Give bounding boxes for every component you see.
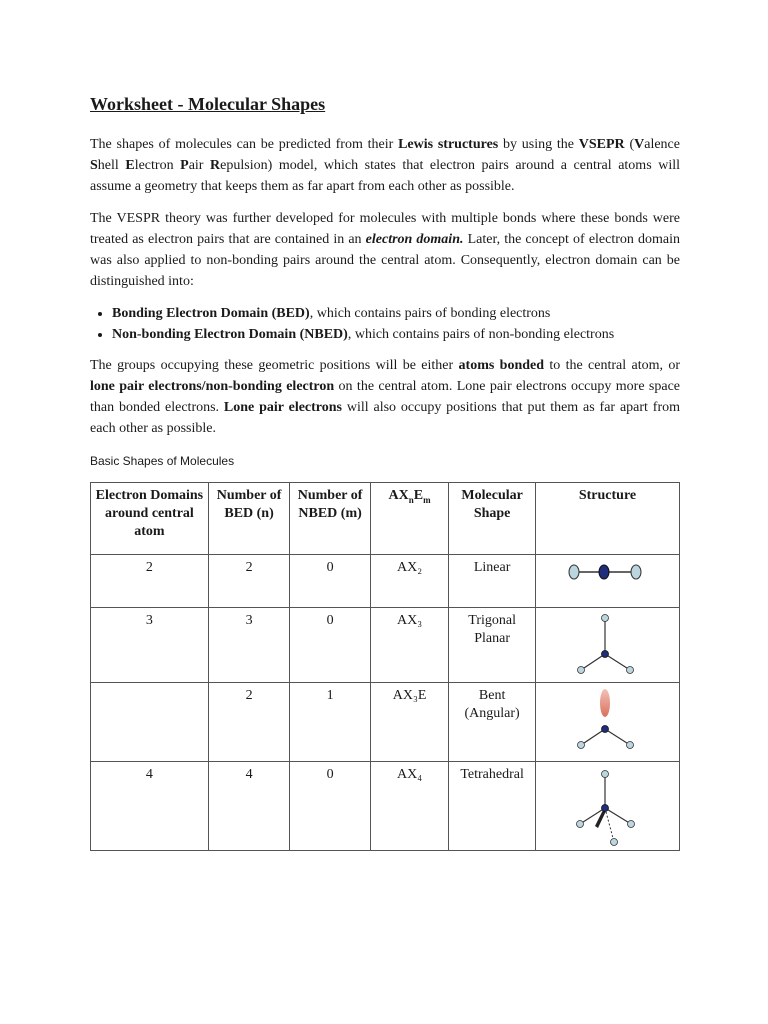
header-formula: $AX_nE_m$ bbox=[370, 483, 448, 555]
table-row bbox=[91, 608, 680, 683]
linear-structure-icon bbox=[536, 555, 679, 607]
trigonal-planar-structure-icon bbox=[536, 608, 679, 682]
cell-shape: Bent (Angular) bbox=[449, 683, 536, 762]
header-shape: Molecular Shape bbox=[449, 483, 536, 555]
cell-formula: AX₃E bbox=[370, 683, 448, 762]
vsepr-paragraph: The VESPR theory was further developed for molecules with multiple bonds where these bonds were treated as electron pairs that are contained in an electron domain. Later, the concept of electron domain was also applied to non-bonding pairs around the central atom. Consequently, electron domain can be distinguished into: bbox=[90, 211, 681, 289]
cell-structure bbox=[535, 608, 679, 683]
intro-paragraph: The shapes of molecules can be predicted from their Lewis structures by using the VSEPR (Valence Shell Electron Pair Repulsion) model, which states that electron pairs around a central atoms will assume a geometry that keeps them as far apart from each other as possible. bbox=[90, 137, 680, 194]
header-domains: Electron Domains around central atom bbox=[91, 483, 209, 555]
cell-structure bbox=[535, 555, 679, 608]
shapes-table bbox=[90, 482, 680, 851]
list-item: • Non-bonding Electron Domain (NBED), which contains pairs of non-bonding electrons bbox=[112, 324, 680, 345]
tetrahedral-structure-icon bbox=[536, 762, 679, 850]
page-title: Worksheet - Molecular Shapes bbox=[90, 94, 326, 114]
cell-bed: 3 bbox=[208, 608, 290, 683]
worksheet-page bbox=[90, 92, 680, 851]
lone-pair-icon bbox=[600, 689, 610, 717]
cell-formula: AX₃ bbox=[370, 608, 448, 683]
table-row bbox=[91, 555, 680, 608]
header-nbed: Number of NBED (m) bbox=[290, 483, 371, 555]
cell-shape: Linear bbox=[449, 555, 536, 608]
cell-bed: 2 bbox=[208, 683, 290, 762]
cell-structure bbox=[535, 683, 679, 762]
cell-nbed: 0 bbox=[290, 555, 371, 608]
cell-nbed: 0 bbox=[290, 608, 371, 683]
cell-domains: 2 bbox=[91, 555, 209, 608]
cell-shape: Trigonal Planar bbox=[449, 608, 536, 683]
header-bed: Number of BED (n) bbox=[208, 483, 290, 555]
cell-formula: AX₂ bbox=[370, 555, 448, 608]
cell-domains: 4 bbox=[91, 762, 209, 851]
cell-formula: AX₄ bbox=[370, 762, 448, 851]
table-header-row bbox=[91, 483, 680, 555]
cell-shape: Tetrahedral bbox=[449, 762, 536, 851]
cell-domains bbox=[91, 683, 209, 762]
cell-nbed: 1 bbox=[290, 683, 371, 762]
cell-structure bbox=[535, 762, 679, 851]
table-row bbox=[91, 683, 680, 762]
table-caption: Basic Shapes of Molecules bbox=[90, 454, 235, 468]
domain-list bbox=[90, 303, 680, 345]
groups-paragraph: The groups occupying these geometric positions will be either atoms bonded to the central atom, or lone pair electrons/non-bonding electron on the central atom. Lone pair electrons occupy more space than bonded electrons. Lone pair electrons will also occupy positions that put them as far apart from each other as possible. bbox=[90, 358, 681, 436]
cell-domains: 3 bbox=[91, 608, 209, 683]
cell-nbed: 0 bbox=[290, 762, 371, 851]
header-structure: Structure bbox=[535, 483, 679, 555]
bent-structure-icon bbox=[536, 683, 679, 761]
list-item: • Bonding Electron Domain (BED), which contains pairs of bonding electrons bbox=[112, 303, 680, 324]
cell-bed: 2 bbox=[208, 555, 290, 608]
table-row bbox=[91, 762, 680, 851]
cell-bed: 4 bbox=[208, 762, 290, 851]
